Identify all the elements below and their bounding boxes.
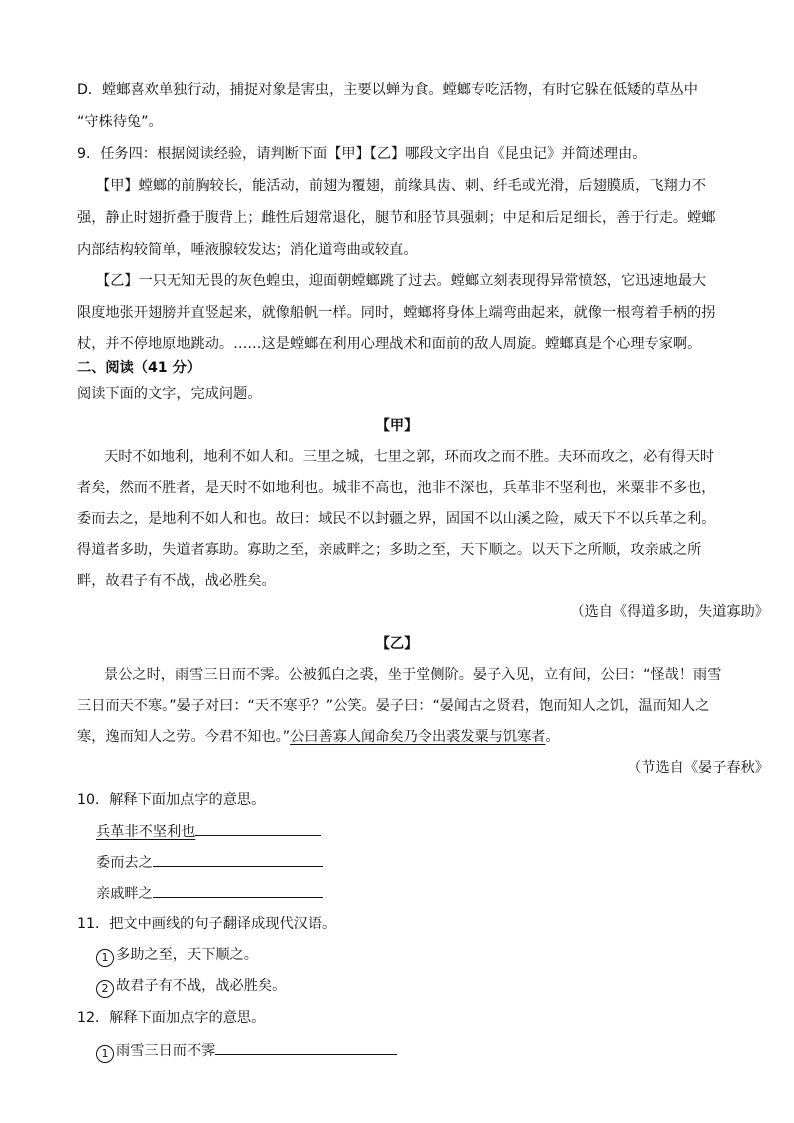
passage-yi-label: 【乙】 — [375, 636, 419, 652]
q11-item-2 — [96, 976, 776, 998]
answer-blank[interactable] — [215, 1040, 397, 1055]
passage-jia-label: 【甲】 — [375, 418, 419, 434]
q10-item-1 — [96, 821, 776, 842]
q12-item-1-text: 雨雪三日而不霁 — [116, 1043, 216, 1059]
q10-item-3 — [96, 883, 776, 904]
passage-jia-line3: 委而去之，是地利不如人和也。故曰：域民不以封疆之界，固国不以山溪之险，威天下不以兵革之利。 — [77, 511, 716, 527]
option-d-line2: “守株待兔”。 — [77, 114, 163, 130]
option-d-line1: D．螳螂喜欢单独行动，捕捉对象是害虫，主要以蝉为食。螳螂专吃活物，有时它躲在低矮的草丛中 — [77, 82, 698, 98]
circled-number: 1 — [96, 1045, 114, 1063]
passage-yi-line2: 三日而天不寒。”晏子对曰：“天不寒乎？”公笑。晏子曰：“晏闻古之贤君，饱而知人之饥，温而知人之 — [77, 698, 710, 714]
passage-jia-line1: 天时不如地利，地利不如人和。三里之城，七里之郭，环而攻之而不胜。夫环而攻之，必有得天时 — [104, 449, 715, 465]
question-12-prompt: 12．解释下面加点字的意思。 — [77, 1010, 266, 1026]
q11-item-1-text: 多助之至，天下顺之。 — [116, 947, 258, 963]
passage-yi-line3 — [77, 727, 757, 747]
section-2-instruction: 阅读下面的文字，完成问题。 — [77, 386, 262, 402]
answer-blank[interactable] — [153, 883, 323, 898]
underlined-sentence: 公曰善寡人闻命矣乃令出裘发粟与饥寒者 — [290, 729, 546, 745]
passage-yi-source: （节选自《晏子春秋》 — [627, 760, 769, 776]
passage-yi-line3-end: 。 — [545, 729, 560, 745]
question-10-prompt: 10．解释下面加点字的意思。 — [77, 792, 266, 808]
answer-blank[interactable] — [153, 852, 323, 867]
q11-item-1 — [96, 945, 776, 967]
passage-jia-line4: 得道者多助，失道者寡助。寡助之至，亲戚畔之；多助之至，天下顺之。以天下之所顺，攻亲戚之所 — [77, 542, 702, 558]
q9-jia-line3: 内部结构较简单，唾液腺较发达；消化道弯曲或较直。 — [77, 242, 418, 258]
answer-blank[interactable] — [195, 821, 321, 836]
q9-yi-line3: 杖，并不停地原地跳动。……这是螳螂在利用心理战术和面前的敌人周旋。螳螂真是个心理专家啊。 — [77, 336, 702, 352]
section-2-heading: 二、阅读（41 分） — [77, 360, 201, 376]
q11-item-2-text: 故君子有不战，战必胜矣。 — [116, 978, 287, 994]
passage-yi-line3-text: 寒，逸而知人之劳。今君不知也。” — [77, 729, 291, 745]
passage-yi-line1: 景公之时，雨雪三日而不霁。公被狐白之裘，坐于堂侧阶。晏子入见，立有间，公曰：“怪哉！雨雪 — [104, 667, 722, 683]
q10-item-2-text: 委而去之 — [96, 855, 153, 871]
q9-yi-line2: 限度地张开翅膀并直竖起来，就像船帆一样。同时，螳螂将身体上端弯曲起来，就像一根弯着手柄的拐 — [77, 305, 716, 321]
circled-number: 1 — [96, 949, 114, 967]
passage-jia-line2: 者矣，然而不胜者，是天时不如地利也。城非不高也，池非不深也，兵革非不坚利也，米粟非不多也， — [77, 480, 716, 496]
q12-item-1 — [96, 1040, 776, 1063]
q10-item-2 — [96, 852, 776, 873]
passage-jia-source: （选自《得道多助，失道寡助》 — [570, 604, 769, 620]
question-11-prompt: 11．把文中画线的句子翻译成现代汉语。 — [77, 916, 337, 932]
q10-item-1-text: 兵革非不坚利也 — [96, 824, 196, 840]
q9-yi-line1: 【乙】一只无知无畏的灰色蝗虫，迎面朝螳螂跳了过去。螳螂立刻表现得异常愤怒，它迅速地最大 — [96, 273, 707, 289]
q9-jia-line2: 强，静止时翅折叠于腹背上；雌性后翅常退化，腿节和胫节具强刺；中足和后足细长，善于行走。螳螂 — [77, 210, 716, 226]
question-9-prompt: 9．任务四：根据阅读经验，请判断下面【甲】【乙】哪段文字出自《昆虫记》并简述理由。 — [77, 146, 647, 162]
q10-item-3-text: 亲戚畔之 — [96, 886, 153, 902]
q9-jia-line1: 【甲】螳螂的前胸较长，能活动，前翅为覆翅，前缘具齿、刺、纤毛或光滑，后翅膜质，飞翔力不 — [96, 178, 707, 194]
passage-jia-line5: 畔，故君子有不战，战必胜矣。 — [77, 573, 276, 589]
circled-number: 2 — [96, 980, 114, 998]
